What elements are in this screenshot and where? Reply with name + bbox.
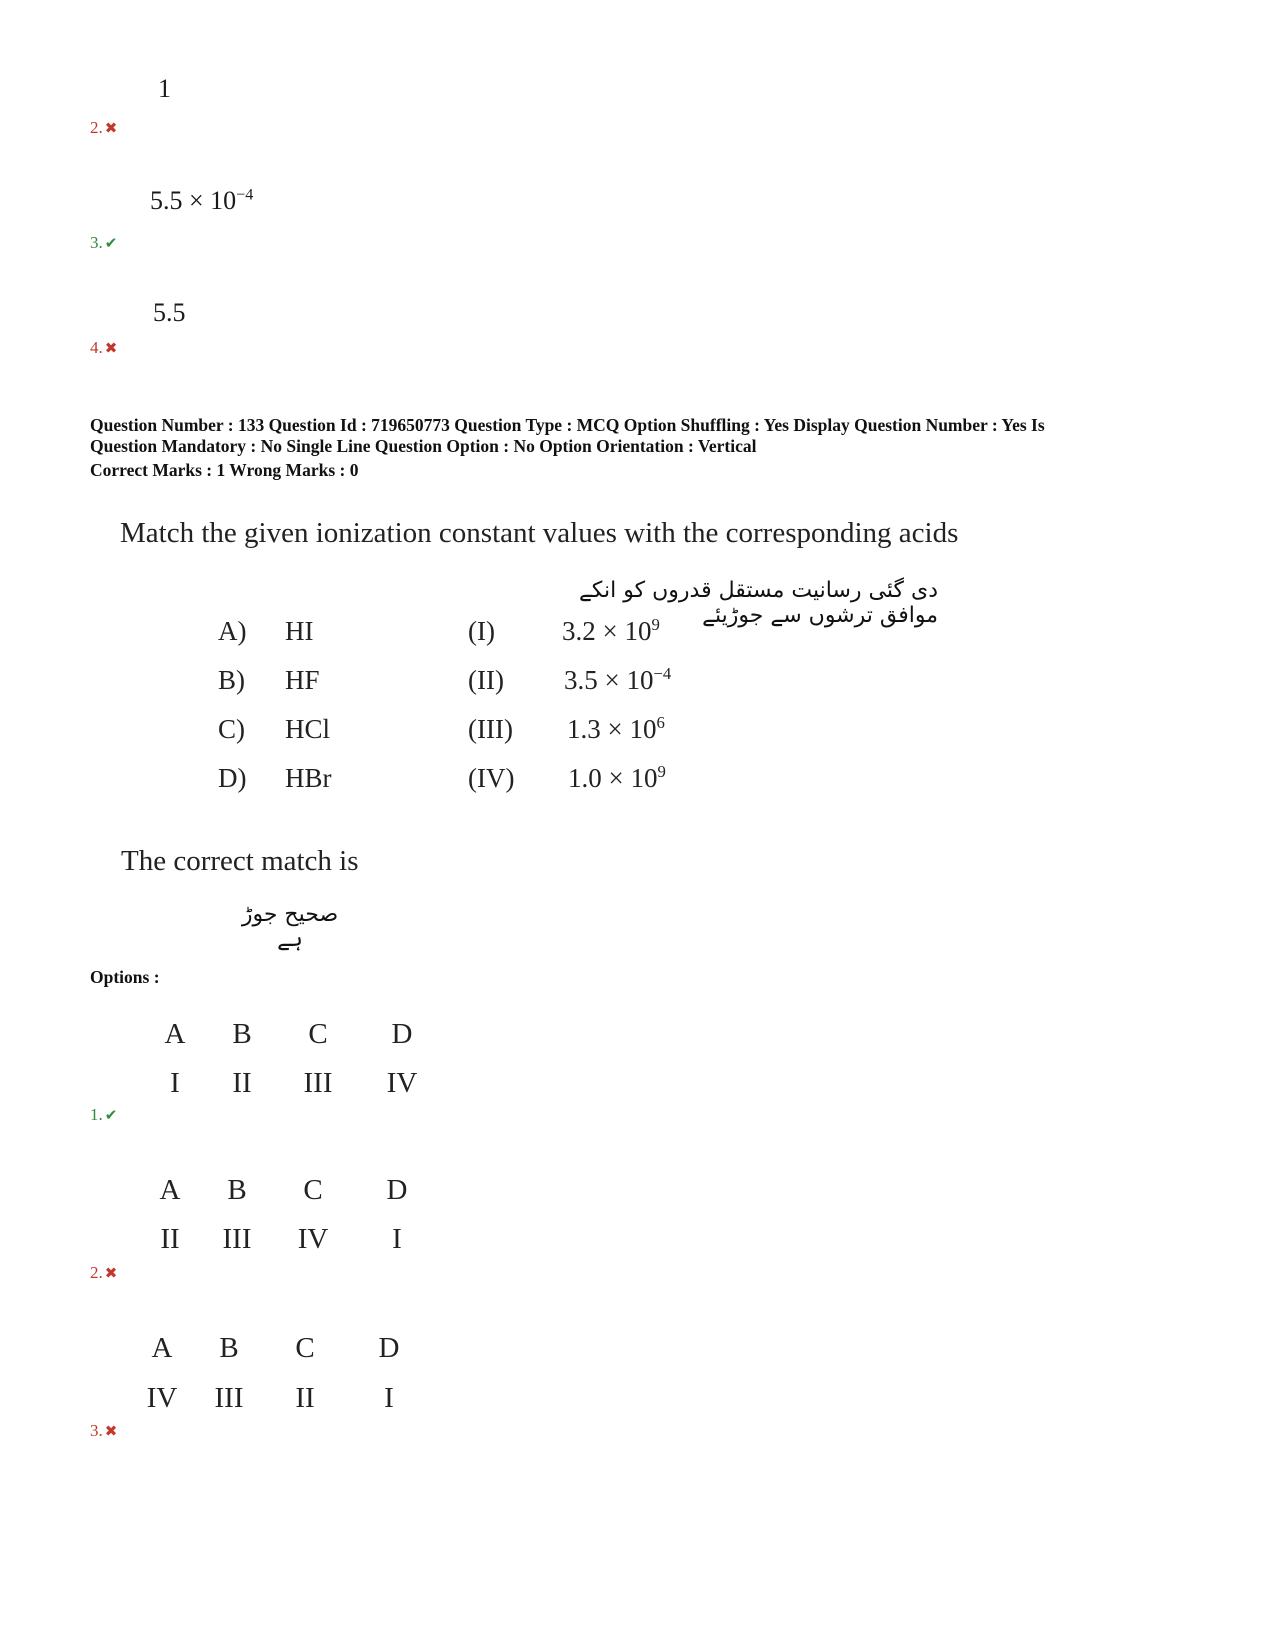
- option-1-grid: [145, 1018, 445, 1108]
- option-2[interactable]: [90, 1263, 117, 1284]
- grid-header: D: [386, 1174, 408, 1206]
- grid-value: I: [384, 1382, 394, 1414]
- grid-header: B: [227, 1174, 247, 1206]
- match-letter: B): [218, 665, 245, 695]
- check-icon: ✔: [104, 236, 118, 252]
- match-acid: HI: [285, 616, 314, 646]
- grid-header: B: [232, 1018, 252, 1050]
- match-letter: C): [218, 714, 245, 744]
- options-label: Options :: [90, 967, 160, 987]
- match-value: [567, 714, 665, 745]
- option-number: 2.: [90, 118, 103, 137]
- grid-header: A: [151, 1332, 173, 1364]
- value-base: 5.5 × 10: [150, 186, 237, 215]
- prev-option-4-value: 5.5: [153, 298, 186, 327]
- value-exponent: 9: [651, 615, 660, 634]
- prev-option-2-value: 1: [158, 74, 171, 103]
- grid-header: C: [303, 1174, 323, 1206]
- value-exponent: −4: [653, 664, 672, 683]
- grid-value: IV: [146, 1382, 178, 1414]
- option-1[interactable]: [90, 1105, 117, 1126]
- prev-option-3[interactable]: [90, 233, 117, 254]
- option-3[interactable]: [90, 1421, 117, 1442]
- grid-value: IV: [297, 1223, 329, 1255]
- grid-header: D: [391, 1018, 413, 1050]
- prev-option-3-value: [150, 186, 253, 216]
- cross-icon: ✖: [104, 341, 118, 357]
- grid-value: II: [232, 1067, 252, 1099]
- match-roman: (III): [468, 714, 513, 744]
- prompt-en: The correct match is: [121, 845, 359, 877]
- option-number: 4.: [90, 338, 103, 357]
- grid-header: C: [308, 1018, 328, 1050]
- match-roman: (I): [468, 616, 495, 646]
- cross-icon: ✖: [104, 1424, 118, 1440]
- value-base: 3.5 × 10: [564, 665, 654, 695]
- check-icon: ✔: [104, 1108, 118, 1124]
- grid-value: III: [214, 1382, 244, 1414]
- grid-header: D: [378, 1332, 400, 1364]
- grid-header: A: [159, 1174, 181, 1206]
- grid-value: IV: [386, 1067, 418, 1099]
- marks-line: Correct Marks : 1 Wrong Marks : 0: [90, 460, 359, 480]
- meta-line-1: Question Number : 133 Question Id : 719650773 Question Type : MCQ Option Shuffling : Yes Display Question Number : Yes Is: [90, 415, 1045, 435]
- option-number: 1.: [90, 1105, 103, 1124]
- match-acid: HF: [285, 665, 320, 695]
- grid-header: B: [219, 1332, 239, 1364]
- value-base: 3.2 × 10: [562, 616, 652, 646]
- match-value: [568, 763, 666, 794]
- match-letter: A): [218, 616, 247, 646]
- question-meta: [90, 415, 1210, 457]
- grid-header: C: [295, 1332, 315, 1364]
- option-3-grid: [132, 1332, 432, 1422]
- match-roman: (IV): [468, 763, 515, 793]
- value-base: 1.0 × 10: [568, 763, 658, 793]
- value-exponent: 6: [656, 713, 665, 732]
- cross-icon: ✖: [104, 1266, 118, 1282]
- match-value: [562, 616, 660, 647]
- grid-value: III: [303, 1067, 333, 1099]
- match-roman: (II): [468, 665, 504, 695]
- match-letter: D): [218, 763, 247, 793]
- grid-value: II: [160, 1223, 180, 1255]
- option-2-grid: [140, 1174, 440, 1264]
- option-number: 2.: [90, 1263, 103, 1282]
- prev-option-4[interactable]: [90, 338, 117, 359]
- value-exponent: −4: [236, 186, 254, 204]
- prompt-ur: صحیح جوڑ ہے: [241, 902, 339, 952]
- value-base: 1.3 × 10: [567, 714, 657, 744]
- match-value: [564, 665, 671, 696]
- meta-line-2: Question Mandatory : No Single Line Question Option : No Option Orientation : Vertical: [90, 436, 757, 456]
- match-acid: HBr: [285, 763, 332, 793]
- grid-value: I: [392, 1223, 402, 1255]
- grid-value: I: [170, 1067, 180, 1099]
- prev-option-2[interactable]: [90, 118, 117, 139]
- match-acid: HCl: [285, 714, 331, 744]
- value-exponent: 9: [657, 762, 666, 781]
- question-text-ur: دی گئی رسانیت مستقل قدروں کو انکے موافق ترشوں سے جوڑیئے: [579, 578, 938, 628]
- question-text-en: Match the given ionization constant values with the corresponding acids: [120, 517, 959, 549]
- grid-header: A: [164, 1018, 186, 1050]
- grid-value: III: [222, 1223, 252, 1255]
- option-number: 3.: [90, 1421, 103, 1440]
- grid-value: II: [295, 1382, 315, 1414]
- cross-icon: ✖: [104, 121, 118, 137]
- option-number: 3.: [90, 233, 103, 252]
